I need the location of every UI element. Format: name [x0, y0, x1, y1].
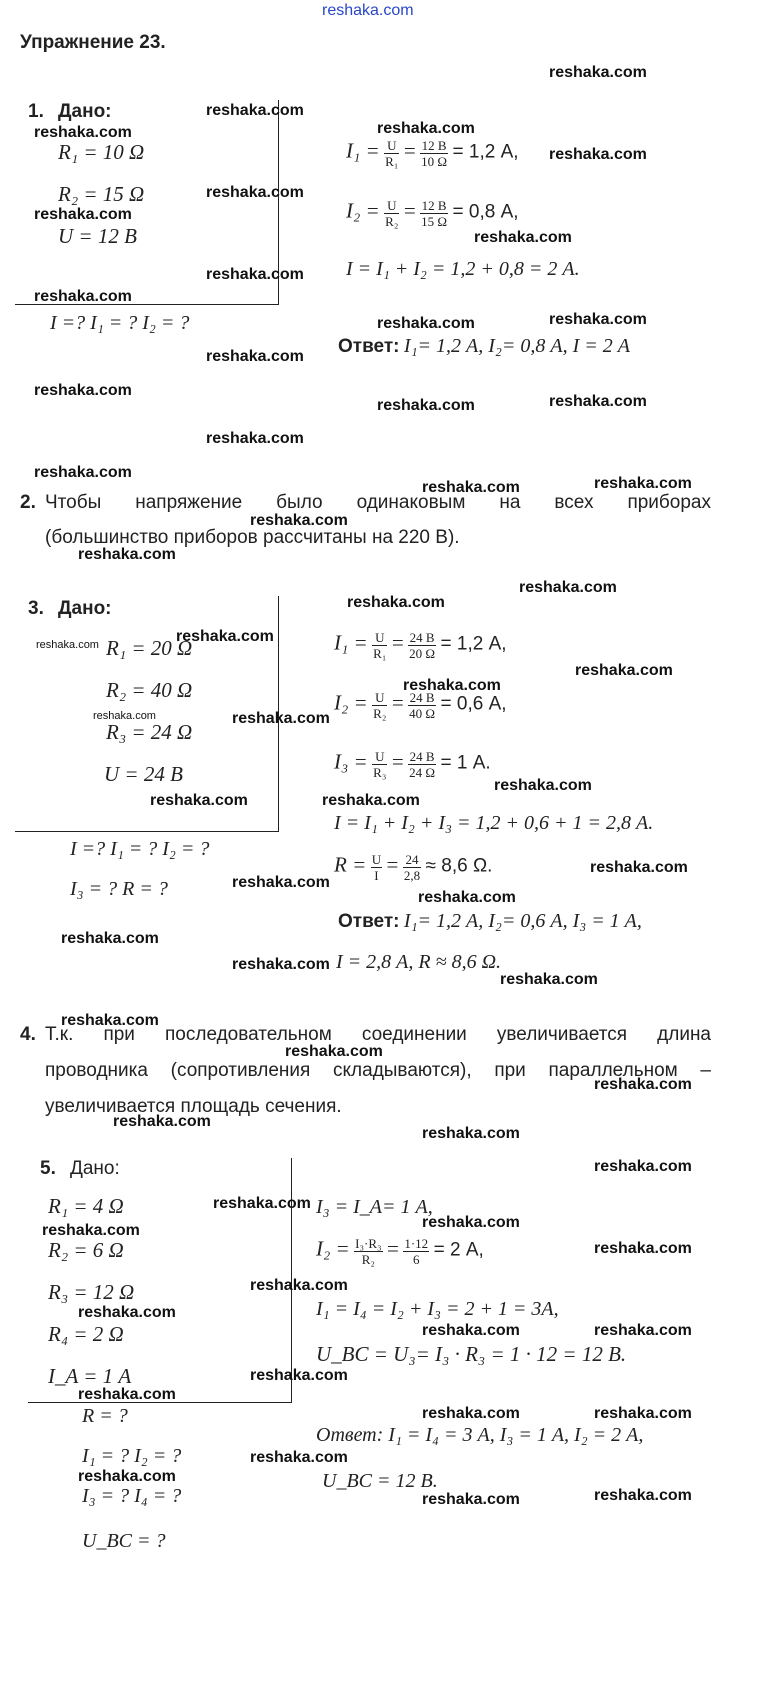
watermark: reshaka.com	[377, 315, 475, 332]
watermark: reshaka.com	[78, 1468, 176, 1485]
watermark: reshaka.com	[206, 266, 304, 283]
p3-eq-r: R = $\frac{U}{I}$ = $\frac{24}{2,8}$ ≈ 8,6 Ω.	[334, 852, 493, 883]
p5-eq1: I₃ = I_A= 1 А,	[316, 1196, 433, 1218]
p1-i1-f2n: 12 В	[421, 138, 447, 153]
p1-r1: R₁ = 10 Ω	[58, 140, 145, 164]
p3-find1: I =? I₁ = ? I₂ = ?	[70, 838, 210, 860]
p1-i1-frac1	[384, 138, 399, 169]
p3-i1-left: I₁ =	[334, 630, 368, 655]
p5-eq2-f1d: R₂	[361, 1252, 375, 1267]
watermark: reshaka.com	[61, 930, 159, 947]
p5-eq2-frac1	[354, 1236, 382, 1267]
p5-find2: I₁ = ? I₂ = ?	[82, 1445, 182, 1467]
p1-i2-f1d: R₂	[385, 214, 399, 229]
watermark: reshaka.com	[418, 889, 516, 906]
p5-ia: I_A = 1 А	[48, 1364, 132, 1388]
p4-line1: Т.к. при последовательном соединении увеличивается длина	[45, 1024, 711, 1045]
p1-r2: R₂ = 15 Ω	[58, 182, 145, 206]
p5-eq2-f1n: I₃·R₃	[355, 1236, 382, 1251]
p3-i3-left: I₃ =	[334, 749, 368, 774]
p1-i2-f2d: 15 Ω	[421, 214, 448, 229]
watermark: reshaka.com	[113, 1113, 211, 1130]
p3-i1-f1n: U	[372, 630, 387, 646]
p5-eq2-frac2	[403, 1236, 429, 1267]
p3-i1-result: = 1,2 А,	[440, 633, 507, 655]
watermark: reshaka.com	[377, 120, 475, 137]
p1-answer-label: Ответ:	[338, 336, 400, 357]
watermark: reshaka.com	[250, 1277, 348, 1294]
watermark: reshaka.com	[594, 1076, 692, 1093]
watermark: reshaka.com	[422, 1214, 520, 1231]
p3-find2: I₃ = ? R = ?	[70, 878, 168, 900]
p3-i2-frac1	[372, 690, 387, 721]
p4-number: 4.	[20, 1024, 36, 1045]
p3-i3-f1n: U	[372, 749, 387, 765]
watermark: reshaka.com	[594, 1487, 692, 1504]
p3-i1-f2d: 20 Ω	[409, 646, 436, 661]
p3-number: 3.	[28, 598, 44, 619]
watermark: reshaka.com	[403, 677, 501, 694]
watermark: reshaka.com	[232, 710, 330, 727]
p1-u: U = 12 В	[58, 224, 137, 248]
p3-answer-line1: I₁= 1,2 А, I₂= 0,6 А, I₃ = 1 А,	[403, 910, 642, 932]
p3-r-left: R =	[334, 852, 367, 877]
p1-eq-i1: I₁ = $\frac{U}{\text{R₁}}$ = $\frac{12 В}{10 \Omega}$ = 1,2 А,	[346, 138, 519, 169]
p3-eq-i1: I₁ = $\frac{U}{\text{R₁}}$ = $\frac{24 В}{20 \Omega}$ = 1,2 А,	[334, 630, 507, 661]
watermark: reshaka.com	[422, 1491, 520, 1508]
watermark: reshaka.com	[594, 1240, 692, 1257]
p5-given-label: Дано:	[70, 1158, 120, 1179]
watermark: reshaka.com	[250, 1367, 348, 1384]
p3-eq-i2: I₂ = $\frac{U}{\text{R₂}}$ = $\frac{24 В}{40 \Omega}$ = 0,6 А,	[334, 690, 507, 721]
watermark: reshaka.com	[494, 777, 592, 794]
p5-eq3: I₁ = I₄ = I₂ + I₃ = 2 + 1 = 3А,	[316, 1298, 559, 1320]
p3-r-f2n: 24	[403, 852, 421, 868]
p5-find1: R = ?	[82, 1405, 128, 1427]
p3-i1-f1d: R₁	[373, 646, 387, 661]
p1-i2-f2n: 12 В	[421, 198, 447, 213]
p4-line2: проводника (сопротивления складываются), при параллельном –	[45, 1060, 711, 1081]
watermark: reshaka.com	[422, 1125, 520, 1142]
p3-r-frac1	[371, 852, 382, 883]
p1-answer-text: I₁= 1,2 А, I₂= 0,8 А, I = 2 А	[403, 335, 630, 357]
p2-line1: Чтобы напряжение было одинаковым на всех приборах	[45, 492, 711, 513]
watermark: reshaka.com	[422, 479, 520, 496]
watermark: reshaka.com	[250, 1449, 348, 1466]
watermark: reshaka.com	[377, 397, 475, 414]
p1-i1-f1n: U	[384, 138, 399, 154]
watermark: reshaka.com	[474, 229, 572, 246]
p3-i3-frac2	[408, 749, 436, 780]
p3-i2-f1d: R₂	[373, 706, 387, 721]
watermark: reshaka.com	[594, 1158, 692, 1175]
p3-answer	[338, 910, 642, 933]
watermark: reshaka.com	[36, 639, 99, 651]
p3-i1-f2n: 24 В	[409, 630, 435, 645]
p3-i2-left: I₂ =	[334, 690, 368, 715]
watermark: reshaka.com	[519, 579, 617, 596]
watermark: reshaka.com	[206, 102, 304, 119]
p3-r1: R₁ = 20 Ω	[106, 636, 193, 660]
p3-r2: R₂ = 40 Ω	[106, 678, 193, 702]
p5-answer-line2: U_BC = 12 В.	[322, 1470, 438, 1492]
watermark: reshaka.com	[206, 184, 304, 201]
watermark: reshaka.com	[549, 64, 647, 81]
p3-i2-f1n: U	[372, 690, 387, 706]
p5-eq4: U_BC = U₃= I₃ · R₃ = 1 · 12 = 12 В.	[316, 1342, 627, 1366]
p3-i2-result: = 0,6 А,	[440, 693, 507, 715]
watermark: reshaka.com	[422, 1322, 520, 1339]
p1-i2-f1n: U	[384, 198, 399, 214]
watermark: reshaka.com	[34, 124, 132, 141]
p3-i3-f1d: R₃	[373, 765, 387, 780]
watermark: reshaka.com	[206, 348, 304, 365]
p5-answer-line1: Ответ: I₁ = I₄ = 3 А, I₃ = 1 А, I₂ = 2 А,	[316, 1424, 644, 1446]
p5-r3: R₃ = 12 Ω	[48, 1280, 135, 1304]
p3-answer-line2: I = 2,8 А, R ≈ 8,6 Ω.	[336, 951, 502, 973]
p3-i2-f2n: 24 В	[409, 690, 435, 705]
p3-r-frac2	[403, 852, 421, 883]
p2-line2: (большинство приборов рассчитаны на 220 В).	[45, 527, 460, 548]
watermark: reshaka.com	[93, 710, 156, 722]
p5-r1: R₁ = 4 Ω	[48, 1194, 124, 1218]
p3-given-hline	[15, 831, 279, 832]
p5-eq2-f2n: 1·12	[404, 1236, 429, 1251]
p1-find: I =? I₁ = ? I₂ = ?	[50, 312, 190, 334]
p3-i3-f2d: 24 Ω	[409, 765, 436, 780]
watermark: reshaka.com	[590, 859, 688, 876]
p3-i3-result: = 1 А.	[440, 752, 491, 774]
watermark: reshaka.com	[42, 1222, 140, 1239]
p1-given-label: Дано:	[58, 101, 112, 122]
p3-r3: R₃ = 24 Ω	[106, 720, 193, 744]
watermark: reshaka.com	[594, 1322, 692, 1339]
p5-find3: I₃ = ? I₄ = ?	[82, 1485, 182, 1507]
watermark: reshaka.com	[594, 1405, 692, 1422]
p5-number: 5.	[40, 1158, 56, 1179]
p1-i2-result: = 0,8 А,	[452, 201, 519, 223]
p3-r-f1n: U	[371, 852, 382, 867]
watermark: reshaka.com	[176, 628, 274, 645]
p1-i1-left: I₁ =	[346, 138, 380, 163]
p3-r-f2d: 2,8	[403, 868, 421, 883]
watermark: reshaka.com	[322, 792, 420, 809]
p3-eq-i3: I₃ = $\frac{U}{\text{R₃}}$ = $\frac{24 В}{24 \Omega}$ = 1 А.	[334, 749, 491, 780]
p4-line3: увеличивается площадь сечения.	[45, 1096, 342, 1117]
watermark: reshaka.com	[232, 956, 330, 973]
watermark: reshaka.com	[549, 393, 647, 410]
page-title: Упражнение 23.	[20, 32, 166, 53]
watermark: reshaka.com	[206, 430, 304, 447]
p3-i1-frac1	[372, 630, 387, 661]
p1-i1-f1d: R₁	[385, 154, 399, 169]
p5-eq2-left: I₂ =	[316, 1236, 350, 1261]
p3-answer-label: Ответ:	[338, 911, 400, 932]
watermark: reshaka.com	[34, 464, 132, 481]
watermark: reshaka.com	[34, 206, 132, 223]
watermark: reshaka.com	[594, 475, 692, 492]
p1-number: 1.	[28, 101, 44, 122]
p5-r4: R₄ = 2 Ω	[48, 1322, 124, 1346]
watermark: reshaka.com	[549, 311, 647, 328]
p1-i1-frac2	[420, 138, 448, 169]
p5-eq2-f2d: 6	[413, 1252, 420, 1267]
p2-number: 2.	[20, 492, 36, 513]
p3-i3-f2n: 24 В	[409, 749, 435, 764]
p3-i1-frac2	[408, 630, 436, 661]
watermark-top: reshaka.com	[322, 2, 414, 19]
p5-r2: R₂ = 6 Ω	[48, 1238, 124, 1262]
p5-find4: U_BC = ?	[82, 1530, 166, 1552]
watermark: reshaka.com	[78, 1386, 176, 1403]
p1-i2-frac2	[420, 198, 448, 229]
p1-i1-f2d: 10 Ω	[421, 154, 448, 169]
watermark: reshaka.com	[34, 382, 132, 399]
p3-i3-frac1	[372, 749, 387, 780]
p3-given-label: Дано:	[58, 598, 112, 619]
p5-eq2-result: = 2 А,	[433, 1239, 484, 1261]
p3-i2-f2d: 40 Ω	[409, 706, 436, 721]
watermark: reshaka.com	[549, 146, 647, 163]
watermark: reshaka.com	[34, 288, 132, 305]
watermark: reshaka.com	[250, 512, 348, 529]
watermark: reshaka.com	[575, 662, 673, 679]
p3-r-result: ≈ 8,6 Ω.	[425, 855, 493, 877]
p3-r-f1d: I	[374, 868, 379, 883]
p5-eq2: I₂ = $\frac{\text{I₃·R₃}}{\text{R₂}}$ = $\frac{1\cdot 12}{6}$ = 2 А,	[316, 1236, 484, 1267]
watermark: reshaka.com	[285, 1043, 383, 1060]
watermark: reshaka.com	[500, 971, 598, 988]
watermark: reshaka.com	[78, 546, 176, 563]
watermark: reshaka.com	[422, 1405, 520, 1422]
p3-u: U = 24 В	[104, 762, 183, 786]
p1-eq-i2: I₂ = $\frac{U}{\text{R₂}}$ = $\frac{12 В}{15 \Omega}$ = 0,8 А,	[346, 198, 519, 229]
watermark: reshaka.com	[232, 874, 330, 891]
p1-i1-result: = 1,2 А,	[452, 141, 519, 163]
p1-i2-frac1	[384, 198, 399, 229]
watermark: reshaka.com	[78, 1304, 176, 1321]
watermark: reshaka.com	[213, 1195, 311, 1212]
p1-answer	[338, 335, 630, 358]
watermark: reshaka.com	[61, 1012, 159, 1029]
watermark: reshaka.com	[347, 594, 445, 611]
p1-i-sum: I = I₁ + I₂ = 1,2 + 0,8 = 2 А.	[346, 258, 580, 280]
p3-i-sum: I = I₁ + I₂ + I₃ = 1,2 + 0,6 + 1 = 2,8 А.	[334, 812, 654, 834]
watermark: reshaka.com	[150, 792, 248, 809]
p1-i2-left: I₂ =	[346, 198, 380, 223]
